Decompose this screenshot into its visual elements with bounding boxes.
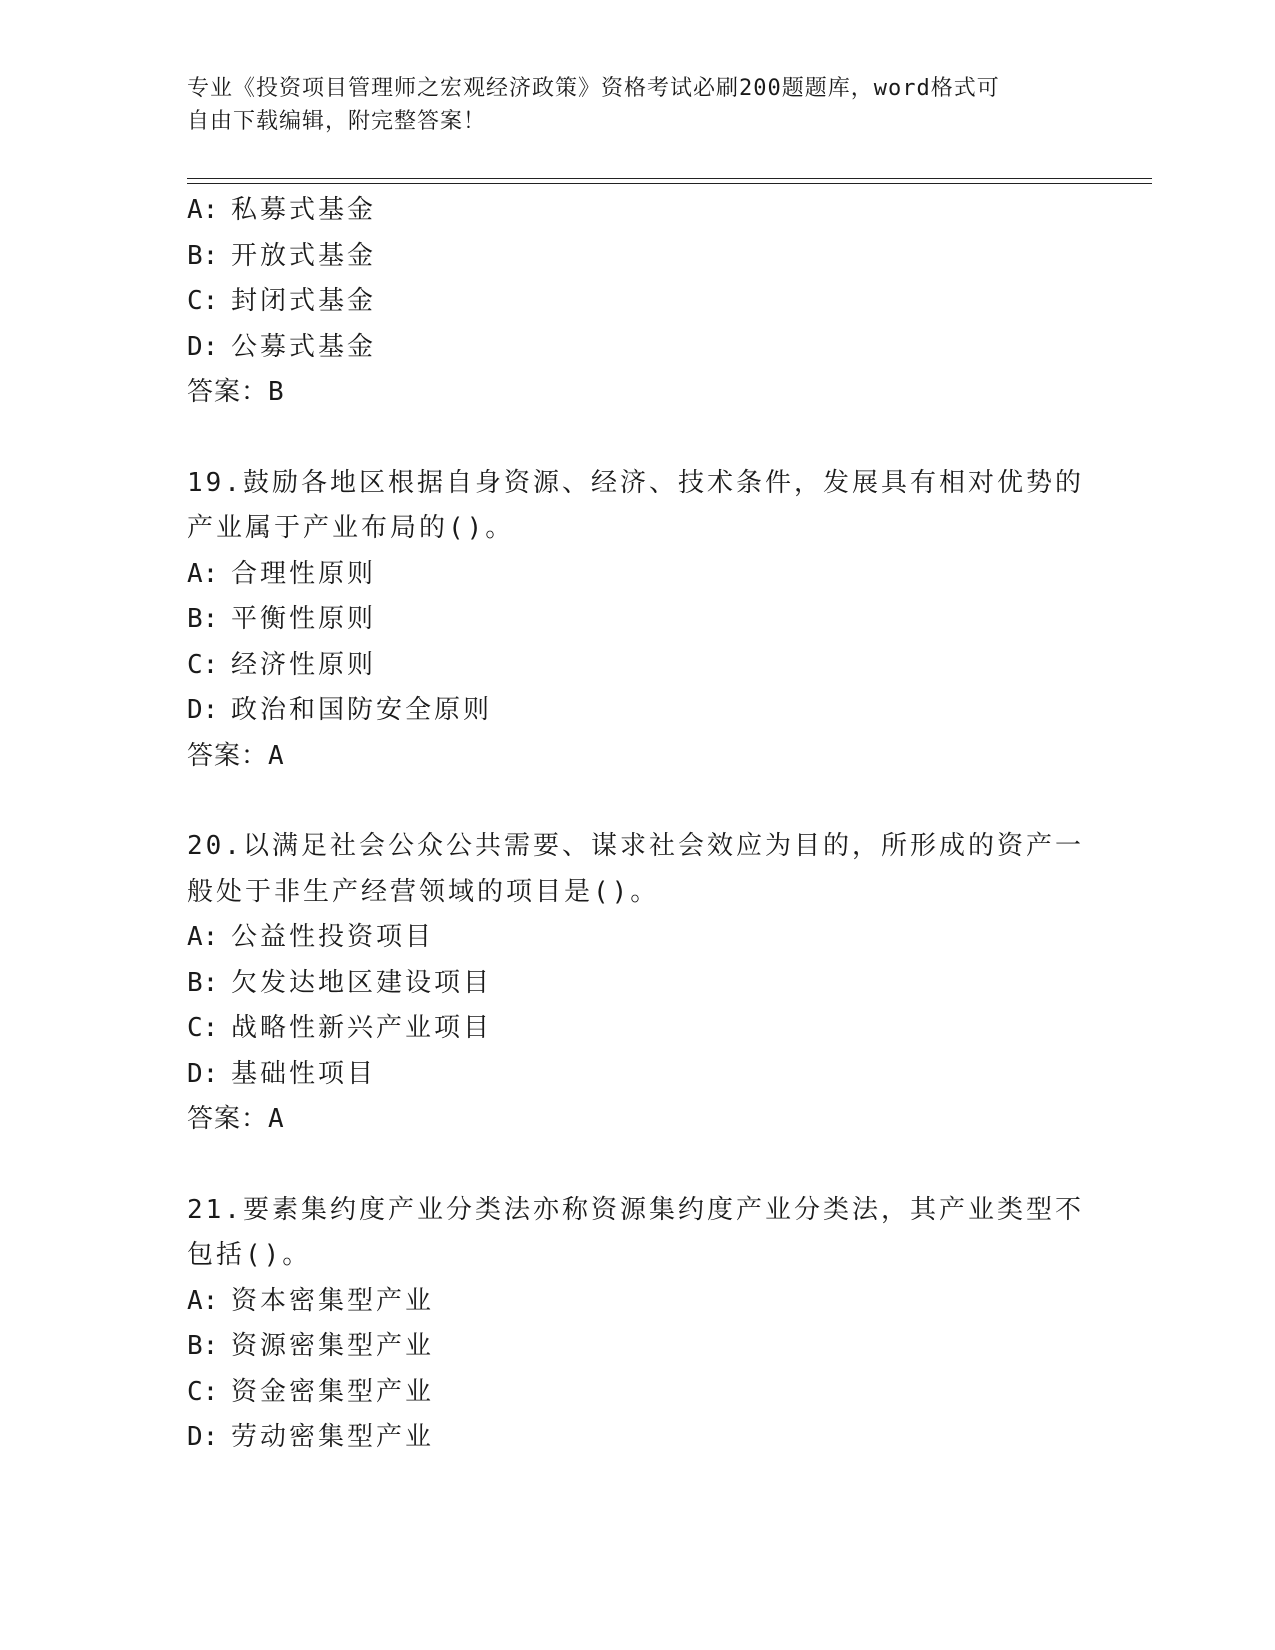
- option-a: A: 资本密集型产业: [187, 1285, 435, 1316]
- option-d: D: 政治和国防安全原则: [187, 695, 493, 725]
- header-divider-bottom: [187, 183, 1152, 184]
- option-a: A: 私募式基金: [187, 195, 377, 225]
- question-text-line-1: 21.要素集约度产业分类法亦称资源集约度产业分类法，其产业类型不: [187, 1194, 1084, 1225]
- option-d: D: 基础性项目: [187, 1058, 377, 1089]
- option-a: A: 合理性原则: [187, 558, 377, 589]
- option-c: C: 战略性新兴产业项目: [187, 1013, 493, 1043]
- option-a: A: 公益性投资项目: [187, 922, 435, 952]
- document-header: [187, 72, 1087, 138]
- question-19: [187, 461, 1087, 780]
- answer: 答案：A: [187, 740, 285, 771]
- option-c: C: 封闭式基金: [187, 286, 377, 316]
- header-line-2: 自由下载编辑，附完整答案！: [187, 109, 487, 134]
- question-text-line-2: 包括()。: [187, 1240, 312, 1270]
- answer: 答案：B: [187, 377, 285, 407]
- question-text-line-2: 产业属于产业布局的()。: [187, 513, 515, 543]
- option-b: B: 开放式基金: [187, 240, 377, 271]
- spacer: [187, 416, 1087, 461]
- document-body: [187, 188, 1087, 1461]
- spacer: [187, 1143, 1087, 1188]
- header-divider-top: [187, 178, 1152, 179]
- spacer: [187, 779, 1087, 824]
- option-d: D: 公募式基金: [187, 331, 377, 362]
- header-line-1: 专业《投资项目管理师之宏观经济政策》资格考试必刷200题题库，word格式可: [187, 76, 1000, 101]
- option-b: B: 资源密集型产业: [187, 1331, 435, 1361]
- answer: 答案：A: [187, 1104, 285, 1134]
- option-c: C: 资金密集型产业: [187, 1376, 435, 1407]
- question-text-line-2: 般处于非生产经营领域的项目是()。: [187, 876, 660, 907]
- question-text-line-1: 19.鼓励各地区根据自身资源、经济、技术条件，发展具有相对优势的: [187, 467, 1084, 498]
- question-21: [187, 1188, 1087, 1461]
- question-text-line-1: 20.以满足社会公众公共需要、谋求社会效应为目的，所形成的资产一: [187, 831, 1084, 861]
- question-18: [187, 188, 1087, 416]
- option-b: B: 欠发达地区建设项目: [187, 967, 493, 998]
- option-b: B: 平衡性原则: [187, 604, 377, 634]
- option-d: D: 劳动密集型产业: [187, 1422, 435, 1452]
- question-20: [187, 824, 1087, 1143]
- option-c: C: 经济性原则: [187, 649, 377, 680]
